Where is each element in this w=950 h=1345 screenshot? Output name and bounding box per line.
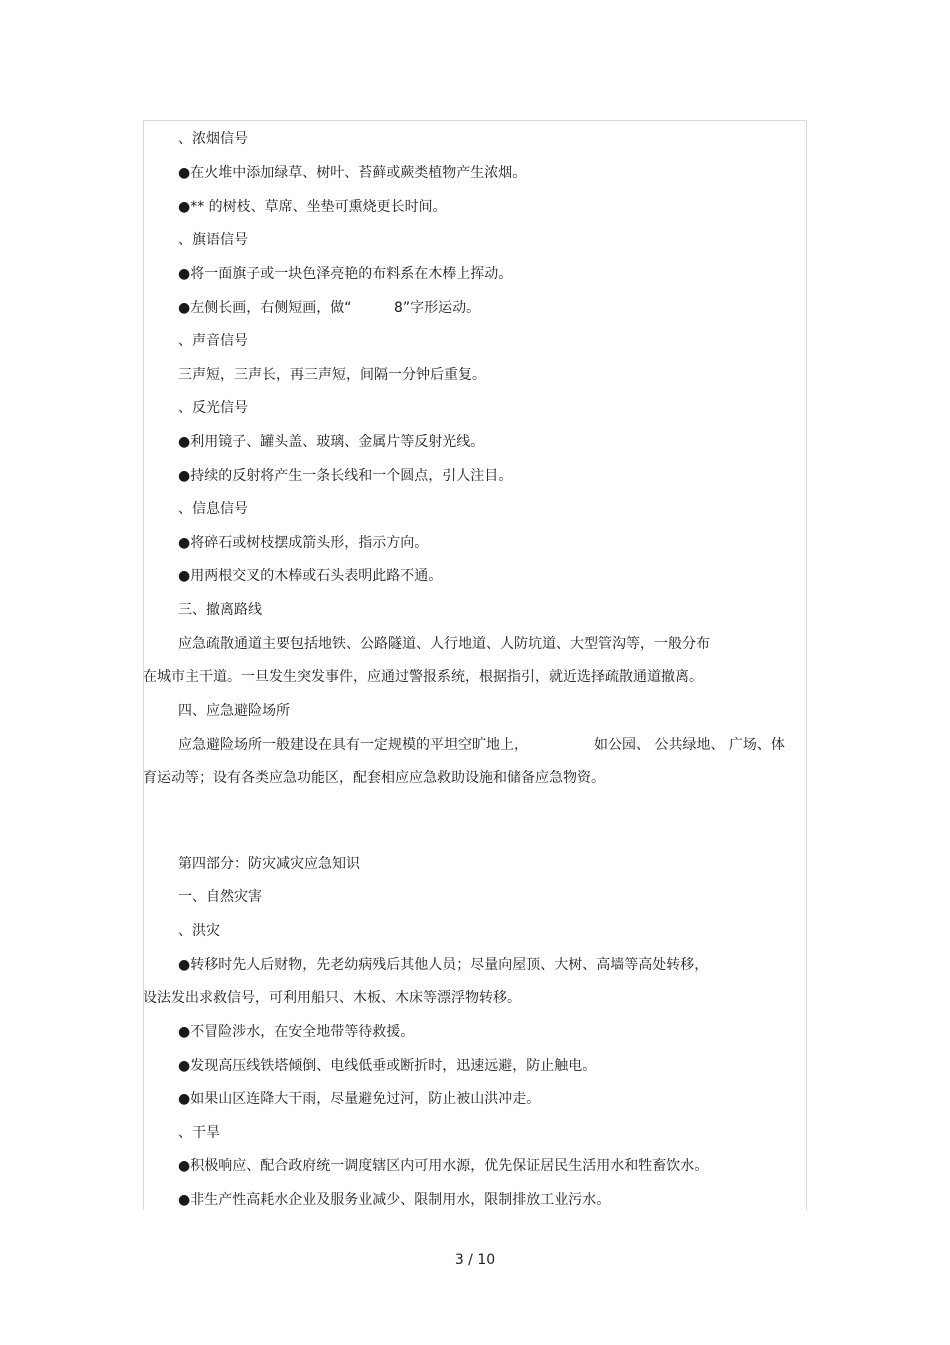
bullet-flood-1b: 设法发出求救信号，可利用船只、木板、木床等漂浮物转移。 <box>143 990 521 1006</box>
heading-drought: 、干旱 <box>178 1125 220 1141</box>
bullet-drought-2: ●非生产性高耗水企业及服务业减少、限制用水，限制排放工业污水。 <box>178 1192 611 1208</box>
paragraph-shelter-2: 育运动等；设有各类应急功能区，配套相应应急救助设施和储备应急物资。 <box>143 770 605 786</box>
bullet-flood-4: ●如果山区连降大干雨，尽量避免过河，防止被山洪冲走。 <box>178 1091 541 1107</box>
bullet-flag-1: ●将一面旗子或一块色泽亮艳的布料系在木棒上挥动。 <box>178 266 513 282</box>
bullet-flood-3: ●发现高压线铁塔倾倒、电线低垂或断折时，迅速远避，防止触电。 <box>178 1058 597 1074</box>
paragraph-sound: 三声短，三声长，再三声短，间隔一分钟后重复。 <box>178 367 486 383</box>
paragraph-evacuation-1: 应急疏散通道主要包括地铁、公路隧道、人行地道、人防坑道、大型管沟等，一般分布 <box>178 636 710 652</box>
heading-flood: 、洪灾 <box>178 923 220 939</box>
heading-sound-signal: 、声音信号 <box>178 333 248 349</box>
bullet-flood-2: ●不冒险涉水，在安全地带等待救援。 <box>178 1024 415 1040</box>
heading-info-signal: 、信息信号 <box>178 501 248 517</box>
bullet-smoke-1: ●在火堆中添加绿草、树叶、苔藓或蕨类植物产生浓烟。 <box>178 165 527 181</box>
paragraph-evacuation-2: 在城市主干道。一旦发生突发事件，应通过警报系统，根据指引，就近选择疏散通道撤离。 <box>143 669 703 685</box>
bullet-reflect-1: ●利用镜子、罐头盖、玻璃、金属片等反射光线。 <box>178 434 485 450</box>
heading-evacuation-route: 三、撤离路线 <box>178 602 262 618</box>
heading-reflect-signal: 、反光信号 <box>178 400 248 416</box>
bullet-smoke-2: ●** 的树枝、草席、坐垫可熏烧更长时间。 <box>178 199 447 215</box>
paragraph-shelter-1b: 如公园、 公共绿地、 广场、体 <box>594 737 785 753</box>
bullet-reflect-2: ●持续的反射将产生一条长线和一个圆点，引人注目。 <box>178 468 513 484</box>
heading-shelter: 四、应急避险场所 <box>178 703 290 719</box>
heading-natural-disaster: 一、自然灾害 <box>178 889 262 905</box>
bullet-flood-1a: ●转移时先人后财物，先老幼病残后其他人员；尽量向屋顶、大树、高墙等高处转移， <box>178 957 709 973</box>
paragraph-shelter-1a: 应急避险场所一般建设在具有一定规模的平坦空旷地上， <box>178 737 528 753</box>
heading-smoke-signal: 、浓烟信号 <box>178 131 248 147</box>
bullet-info-1: ●将碎石或树枝摆成箭头形，指示方向。 <box>178 535 429 551</box>
bullet-flag-2-part1: ●左侧长画，右侧短画，做“ <box>178 300 352 316</box>
heading-flag-signal: 、旗语信号 <box>178 232 248 248</box>
section-title-part4: 第四部分：防灾减灾应急知识 <box>178 856 360 872</box>
page-number: 3 / 10 <box>454 1252 496 1268</box>
bullet-flag-2-part2: 8”字形运动。 <box>394 300 481 316</box>
bullet-drought-1: ●积极响应、配合政府统一调度辖区内可用水源，优先保证居民生活用水和牲畜饮水。 <box>178 1158 709 1174</box>
bullet-info-2: ●用两根交叉的木棒或石头表明此路不通。 <box>178 568 443 584</box>
